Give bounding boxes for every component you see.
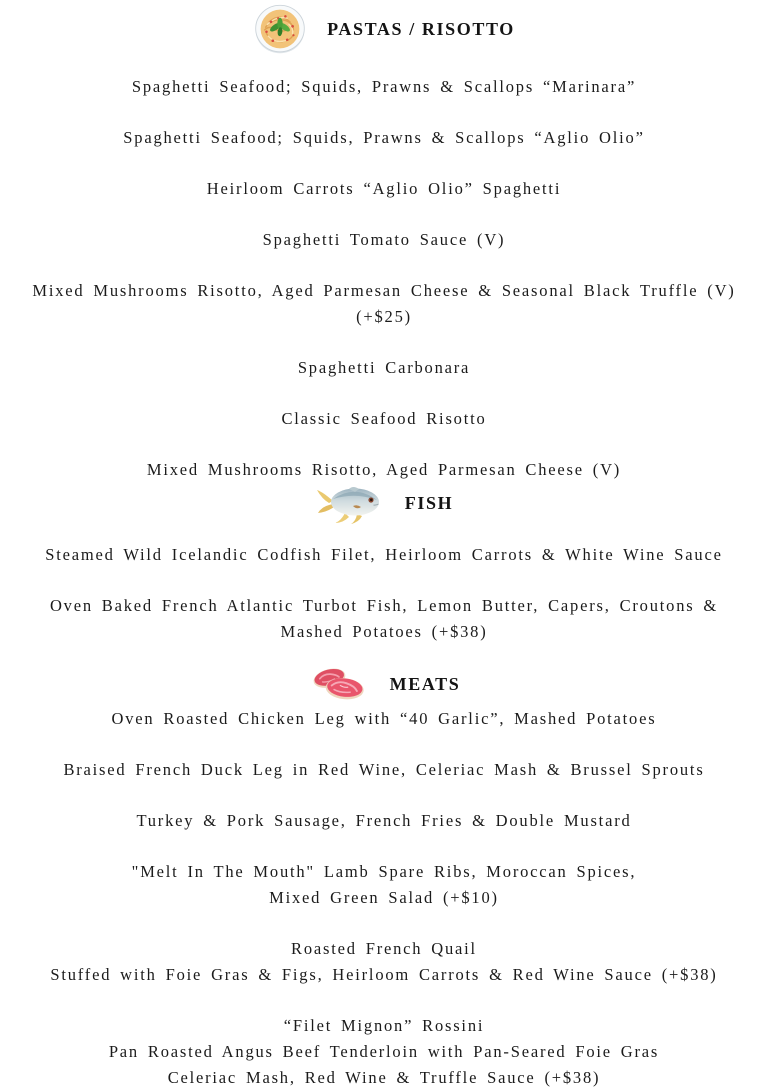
menu-item-line: Oven Baked French Atlantic Turbot Fish, Lemon Butter, Capers, Croutons & [49,596,719,615]
menu-item-line: (+$25) [356,307,412,326]
fish-icon [315,480,385,526]
section-header-meats [0,664,768,704]
menu-item [0,74,768,100]
menu-item [0,278,768,330]
menu-item [0,757,768,783]
menu-item-line: "Melt In The Mouth" Lamb Spare Ribs, Moroccan Spices, [131,862,637,881]
section-title: FISH [404,492,454,513]
menu-item-line: Mixed Green Salad (+$10) [269,888,499,907]
menu-item-line: Spaghetti Tomato Sauce (V) [262,230,506,249]
section-header-fish [0,480,768,526]
menu-item-line: Heirloom Carrots “Aglio Olio” Spaghetti [206,179,562,198]
menu-item [0,542,768,568]
menu-item [0,936,768,988]
menu-item-line: Celeriac Mash, Red Wine & Truffle Sauce (+$38) [167,1068,601,1087]
menu-item-line: Mixed Mushrooms Risotto, Aged Parmesan Cheese (V) [146,460,622,479]
menu-item-line: Stuffed with Foie Gras & Figs, Heirloom Carrots & Red Wine Sauce (+$38) [50,965,718,984]
menu-item-line: Roasted French Quail [291,939,477,958]
menu-item-line: Spaghetti Seafood; Squids, Prawns & Scallops “Aglio Olio” [123,128,645,147]
menu-item [0,859,768,911]
menu-item-line: Classic Seafood Risotto [281,409,487,428]
menu-item [0,125,768,151]
menu-item-line: Steamed Wild Icelandic Codfish Filet, Heirloom Carrots & White Wine Sauce [45,545,723,564]
menu-item [0,406,768,432]
menu-item [0,706,768,732]
menu-item-line: Oven Roasted Chicken Leg with “40 Garlic”, Mashed Potatoes [111,709,657,728]
section-fish [0,480,768,645]
section-header-pastas [0,2,768,56]
menu-item [0,227,768,253]
section-title: MEATS [389,673,461,694]
menu-item-line: Mixed Mushrooms Risotto, Aged Parmesan Cheese & Seasonal Black Truffle (V) [32,281,736,300]
section-meats [0,664,768,1091]
menu-item [0,808,768,834]
meat-icon [308,664,370,704]
section-pastas [0,2,768,483]
menu-item [0,1013,768,1091]
menu-item-line: Spaghetti Seafood; Squids, Prawns & Scallops “Marinara” [131,77,637,96]
menu-item [0,176,768,202]
section-title: PASTAS / RISOTTO [327,18,515,39]
menu-item-line: Pan Roasted Angus Beef Tenderloin with Pan-Seared Foie Gras [108,1042,660,1061]
menu-item-line: Turkey & Pork Sausage, French Fries & Double Mustard [136,811,632,830]
menu-item [0,355,768,381]
pasta-plate-icon [253,2,307,56]
menu-item-line: “Filet Mignon” Rossini [283,1016,485,1035]
menu-item-line: Spaghetti Carbonara [297,358,471,377]
menu-item-line: Braised French Duck Leg in Red Wine, Celeriac Mash & Brussel Sprouts [63,760,705,779]
menu-item [0,593,768,645]
menu-item-line: Mashed Potatoes (+$38) [280,622,488,641]
